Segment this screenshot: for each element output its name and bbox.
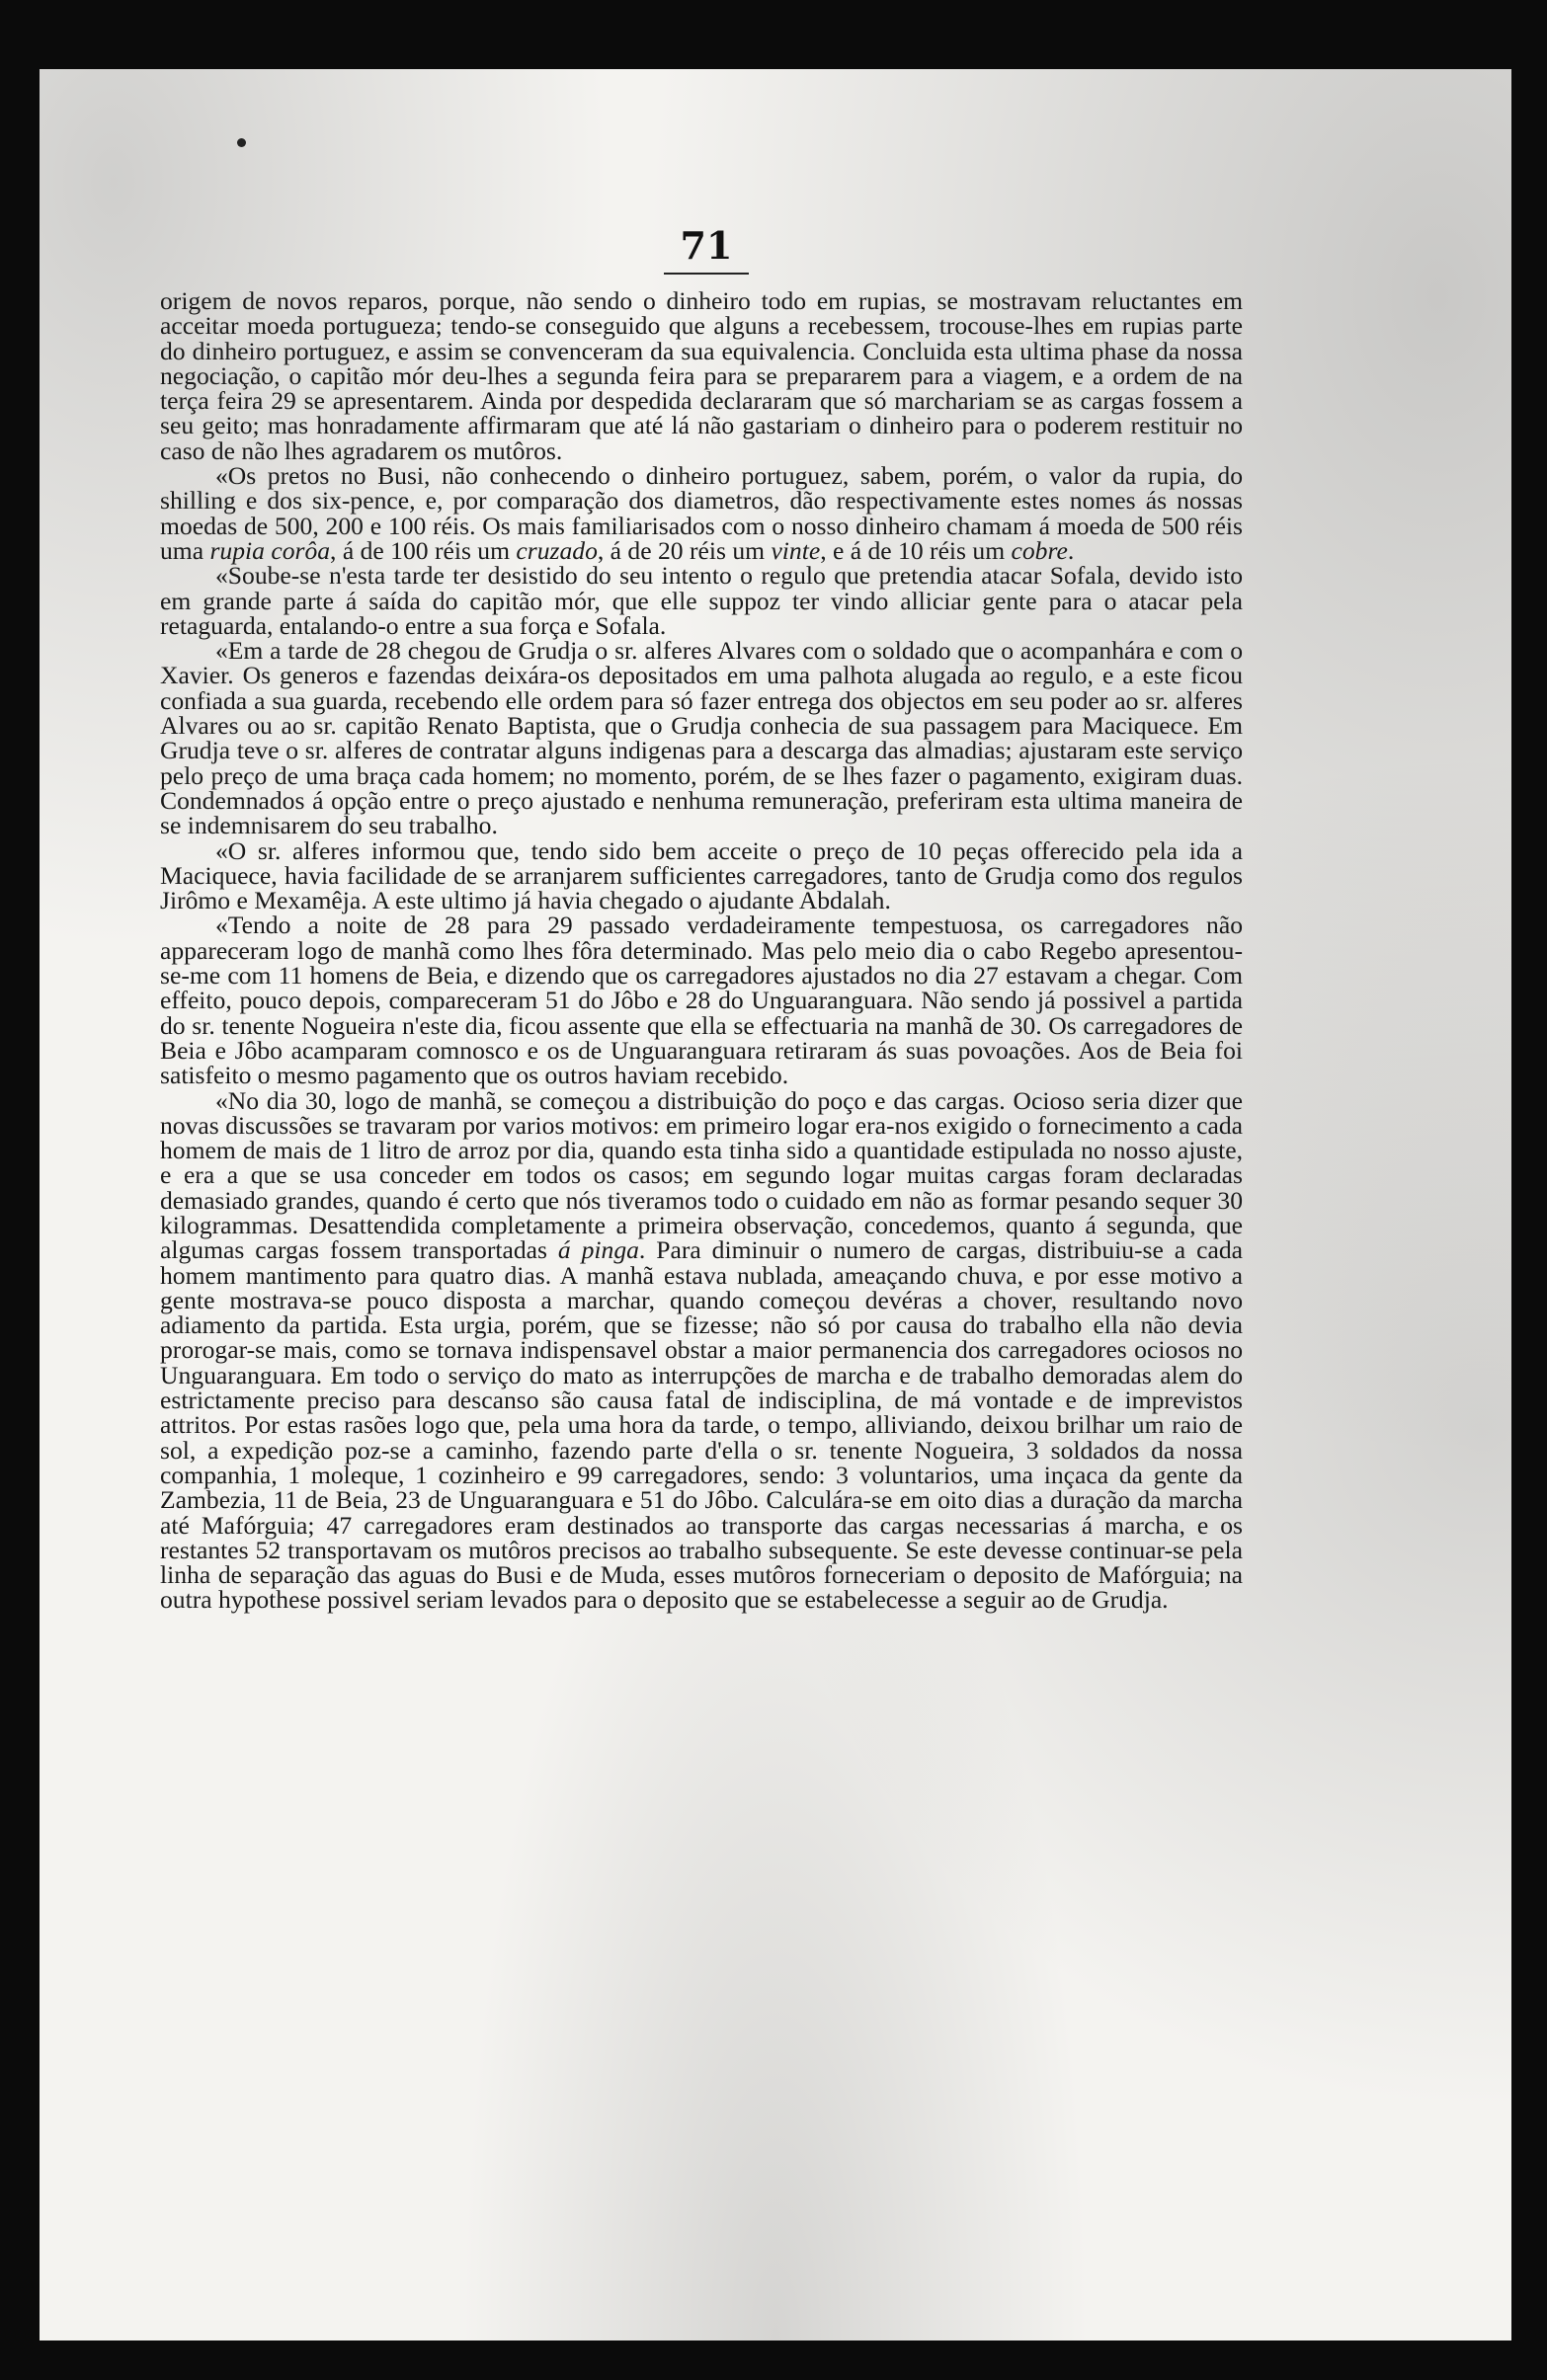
text-run: . Para diminuir o numero de cargas, distribuiu-se a cada homem mantimento para quatro dias. A manhã estava nublada, ameaçando chuva, e por esse motivo a gente mostrava-se pouco disposta a marchar, quando começou devéras a chover, resultando novo adiamento da partida. Esta urgia, porém, que se fizesse; não só por causa do trabalho ella não devia prorogar-se mais, como se tornava indispensavel obstar a maior permanencia dos carregadores ociosos no Unguaranguara. Em todo o serviço do mato as interrupções de marcha e de trabalho demoradas alem do estrictamente preciso para descanso são causa fatal de indisciplina, de má vontade e de imprevistos attritos. Por estas rasões logo que, pela uma hora da tarde, o tempo, alliviando, deixou brilhar um raio de sol, a expedição poz-se a caminho, fazendo parte d'ella o sr. tenente Nogueira, 3 soldados da nossa companhia, 1 moleque, 1 cozinheiro e 99 carregadores, sendo: 3 voluntarios, uma inçaca da gente da Zambezia, 11 de Beia, 23 de Unguaranguara e 51 do Jôbo. Calculára-se em oito dias a duração da marcha até Mafórguia; 47 carregadores eram destinados ao transporte das cargas necessarias á marcha, e os restantes 52 transportavam os mutôros precisos ao trabalho subsequente. Se este devesse continuar-se pela linha de separação das aguas do Busi e de Muda, esses mutôros forneceriam o deposito de Mafórguia; na outra hypothese possivel seriam levados para o deposito que se estabelecesse a seguir ao de Grudja.	[160, 1235, 1243, 1615]
text-run: , á de 100 réis um	[330, 535, 517, 565]
italic-term: cruzado	[516, 535, 598, 565]
paragraph-p2	[160, 463, 1243, 563]
text-run: «Em a tarde de 28 chegou de Grudja o sr. alferes Alvares com o soldado que o acompanhára e com o Xavier. Os generos e fazendas deixára-os depositados em uma palhota alugada ao regulo, e a este ficou confiada a sua guarda, recebendo elle ordem para só fazer entrega dos objectos em seu poder ao sr. alferes Alvares ou ao sr. capitão Renato Baptista, que o Grudja conhecia de sua passagem para Maciquece. Em Grudja teve o sr. alferes de contratar alguns indigenas para a descarga das almadias; ajustaram este serviço pelo preço de uma braça cada homem; no momento, porém, de se lhes fazer o pagamento, exigiram duas. Condemnados á opção entre o preço ajustado e nenhuma remuneração, preferiram esta ultima maneira de se indemnisarem do seu trabalho.	[160, 636, 1243, 840]
text-run: «Os pretos no Busi, não conhecendo o dinheiro portuguez, sabem, porém, o valor da rupia, do shilling e dos six-pence, e, por comparação dos diametros, dão respectivamente estes nomes ás nossas moedas de 500, 200 e 100 réis. Os mais familiarisados com o nosso dinheiro chamam á moeda de 500 réis uma	[160, 461, 1243, 565]
body-text	[160, 288, 1243, 1613]
paragraph-p3	[160, 563, 1243, 638]
text-run: .	[1067, 535, 1075, 565]
text-run: origem de novos reparos, porque, não sendo o dinheiro todo em rupias, se mostravam reluctantes em acceitar moeda portugueza; tendo-se conseguido que alguns a recebessem, trocouse-lhes em rupias parte do dinheiro portuguez, e assim se convenceram da sua equivalencia. Concluida esta ultima phase da nossa negociação, o capitão mór deu-lhes a segunda feira para se prepararem para a viagem, e a ordem de na terça feira 29 se apresentarem. Ainda por despedida declararam que só marchariam se as cargas fossem a seu geito; mas honradamente affirmaram que até lá não gastariam o dinheiro para o poderem restituir no caso de não lhes agradarem os mutôros.	[160, 286, 1243, 465]
paragraph-p1	[160, 288, 1243, 463]
italic-term: vinte	[771, 535, 821, 565]
paragraph-p4	[160, 636, 1243, 840]
text-run: «No dia 30, logo de manhã, se começou a distribuição do poço e das cargas. Ocioso seria dizer que novas discussões se travaram por varios motivos: em primeiro logar era-nos exigido o fornecimento a cada homem de mais de 1 litro de arroz por dia, quando esta tinha sido a quantidade estipulada no nosso ajuste, e era a que se usa conceder em todos os casos; em segundo logar muitas cargas foram declaradas demasiado grandes, quando é certo que nós tiveramos todo o cuidado em não as formar pesando sequer 30 kilogrammas. Desattendida completamente a primeira observação, concedemos, quanto á segunda, que algumas cargas fossem transportadas	[160, 1085, 1243, 1265]
text-run: , á de 20 réis um	[597, 535, 772, 565]
text-run: «O sr. alferes informou que, tendo sido bem acceite o preço de 10 peças offerecido pela ida a Maciquece, havia facilidade de se arranjarem sufficientes carregadores, tanto de Grudja como dos regulos Jirômo e Mexamêja. A este ultimo já havia chegado o ajudante Abdalah.	[160, 835, 1243, 915]
ink-dot	[237, 138, 246, 147]
paragraph-p6	[160, 911, 1243, 1090]
italic-term: rupia corôa	[209, 535, 331, 565]
paragraph-p7	[160, 1085, 1243, 1615]
text-run: «Tendo a noite de 28 para 29 passado verdadeiramente tempestuosa, os carregadores não appareceram logo de manhã como lhes fôra determinado. Mas pelo meio dia o cabo Regebo apresentou-se-me com 11 homens de Beia, e dizendo que os carregadores ajustados no dia 27 estavam a chegar. Com effeito, pouco depois, compareceram 51 do Jôbo e 28 do Unguaranguara. Não sendo já possivel a partida do sr. tenente Nogueira n'este dia, ficou assente que ella se effectuaria na manhã de 30. Os carregadores de Beia e Jôbo acamparam comnosco e os de Unguaranguara retiraram ás suas povoações. Aos de Beia foi satisfeito o mesmo pagamento que os outros haviam recebido.	[160, 911, 1243, 1090]
italic-term: á pinga	[557, 1235, 639, 1265]
text-run: «Soube-se n'esta tarde ter desistido do seu intento o regulo que pretendia atacar Sofala, devido isto em grande parte á saída do capitão mór, que elle suppoz ter vindo alliciar gente para o atacar pela retaguarda, entalando-o entre a sua força e Sofala.	[160, 561, 1243, 640]
text-run: , e á de 10 réis um	[820, 535, 1012, 565]
page-number: 71	[680, 223, 733, 268]
page-number-rule	[664, 273, 749, 275]
italic-term: cobre	[1011, 535, 1068, 565]
paragraph-p5	[160, 835, 1243, 915]
